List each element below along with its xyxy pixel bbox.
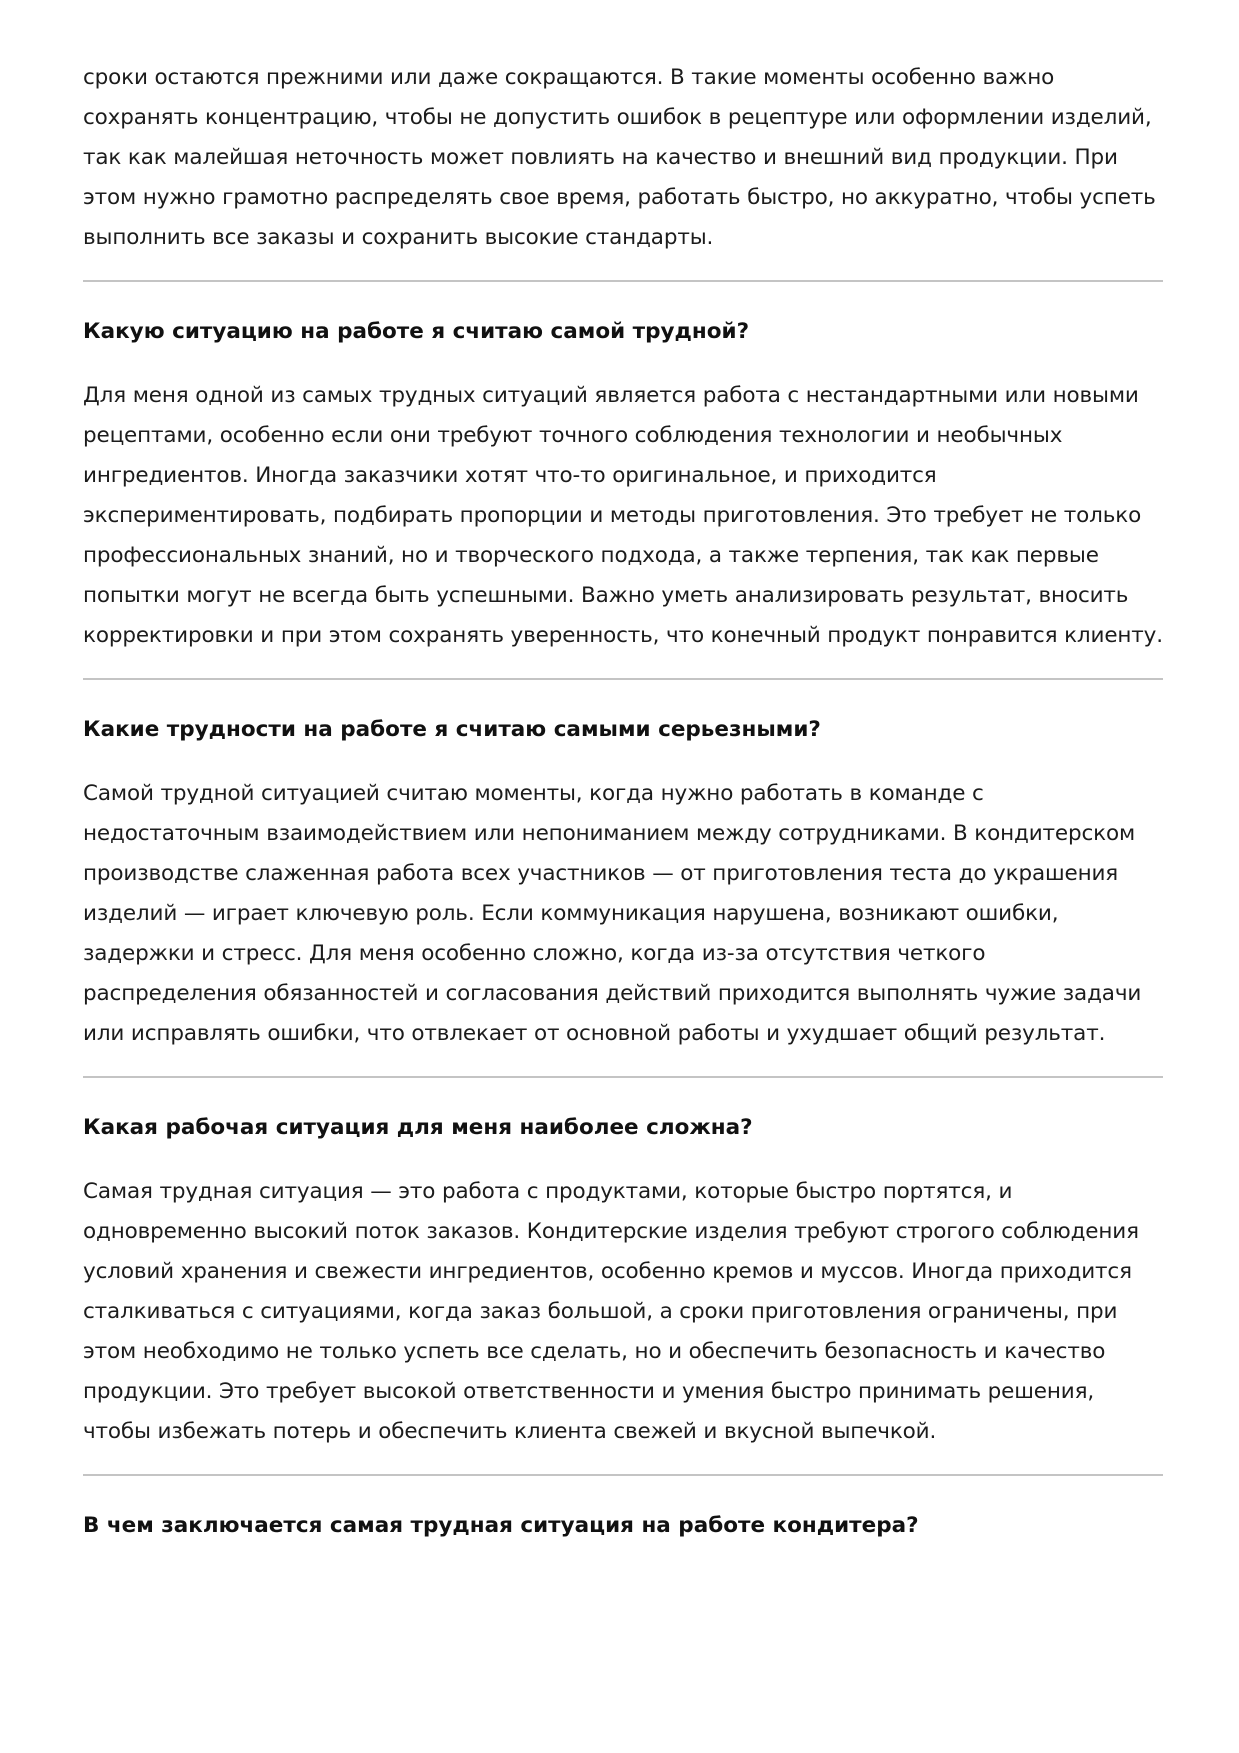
section-divider	[83, 1076, 1163, 1078]
section-paragraph-1: Для меня одной из самых трудных ситуаций является работа с нестандартными или новыми рецептами, особенно если они требуют точного соблюдения технологии и необычных ингредиентов. Иногда заказчики хотят что-то оригинальное, и приходится экспериментировать, подбирать пропорции и методы приготовления. Это требует не только профессиональных знаний, но и творческого подхода, а также терпения, так как первые попытки могут не всегда быть успешными. Важно уметь анализировать результат, вносить корректировки и при этом сохранять уверенность, что конечный продукт понравится клиенту.	[83, 383, 1163, 648]
section-divider	[83, 1474, 1163, 1476]
section-paragraph-2: Самой трудной ситуацией считаю моменты, когда нужно работать в команде с недостаточным взаимодействием или непониманием между сотрудниками. В кондитерском производстве слаженная работа всех участников — от приготовления теста до украшения изделий — играет ключевую роль. Если коммуникация нарушена, возникают ошибки, задержки и стресс. Для меня особенно сложно, когда из-за отсутствия четкого распределения обязанностей и согласования действий приходится выполнять чужие задачи или исправлять ошибки, что отвлекает от основной работы и ухудшает общий результат.	[83, 781, 1142, 1046]
section-heading-3: Какая рабочая ситуация для меня наиболее сложна?	[83, 1115, 753, 1140]
section-divider	[83, 280, 1163, 282]
section-divider	[83, 678, 1163, 680]
section-heading-2: Какие трудности на работе я считаю самыми серьезными?	[83, 717, 821, 742]
intro-paragraph: сроки остаются прежними или даже сокращаются. В такие моменты особенно важно сохранять концентрацию, чтобы не допустить ошибок в рецептуре или оформлении изделий, так как малейшая неточность может повлиять на качество и внешний вид продукции. При этом нужно грамотно распределять свое время, работать быстро, но аккуратно, чтобы успеть выполнить все заказы и сохранить высокие стандарты.	[83, 65, 1156, 250]
section-paragraph-3: Самая трудная ситуация — это работа с продуктами, которые быстро портятся, и одновременно высокий поток заказов. Кондитерские изделия требуют строгого соблюдения условий хранения и свежести ингредиентов, особенно кремов и муссов. Иногда приходится сталкиваться с ситуациями, когда заказ большой, а сроки приготовления ограничены, при этом необходимо не только успеть все сделать, но и обеспечить безопасность и качество продукции. Это требует высокой ответственности и умения быстро принимать решения, чтобы избежать потерь и обеспечить клиента свежей и вкусной выпечкой.	[83, 1179, 1139, 1444]
section-heading-4: В чем заключается самая трудная ситуация на работе кондитера?	[83, 1513, 919, 1538]
section-heading-1: Какую ситуацию на работе я считаю самой трудной?	[83, 319, 750, 344]
